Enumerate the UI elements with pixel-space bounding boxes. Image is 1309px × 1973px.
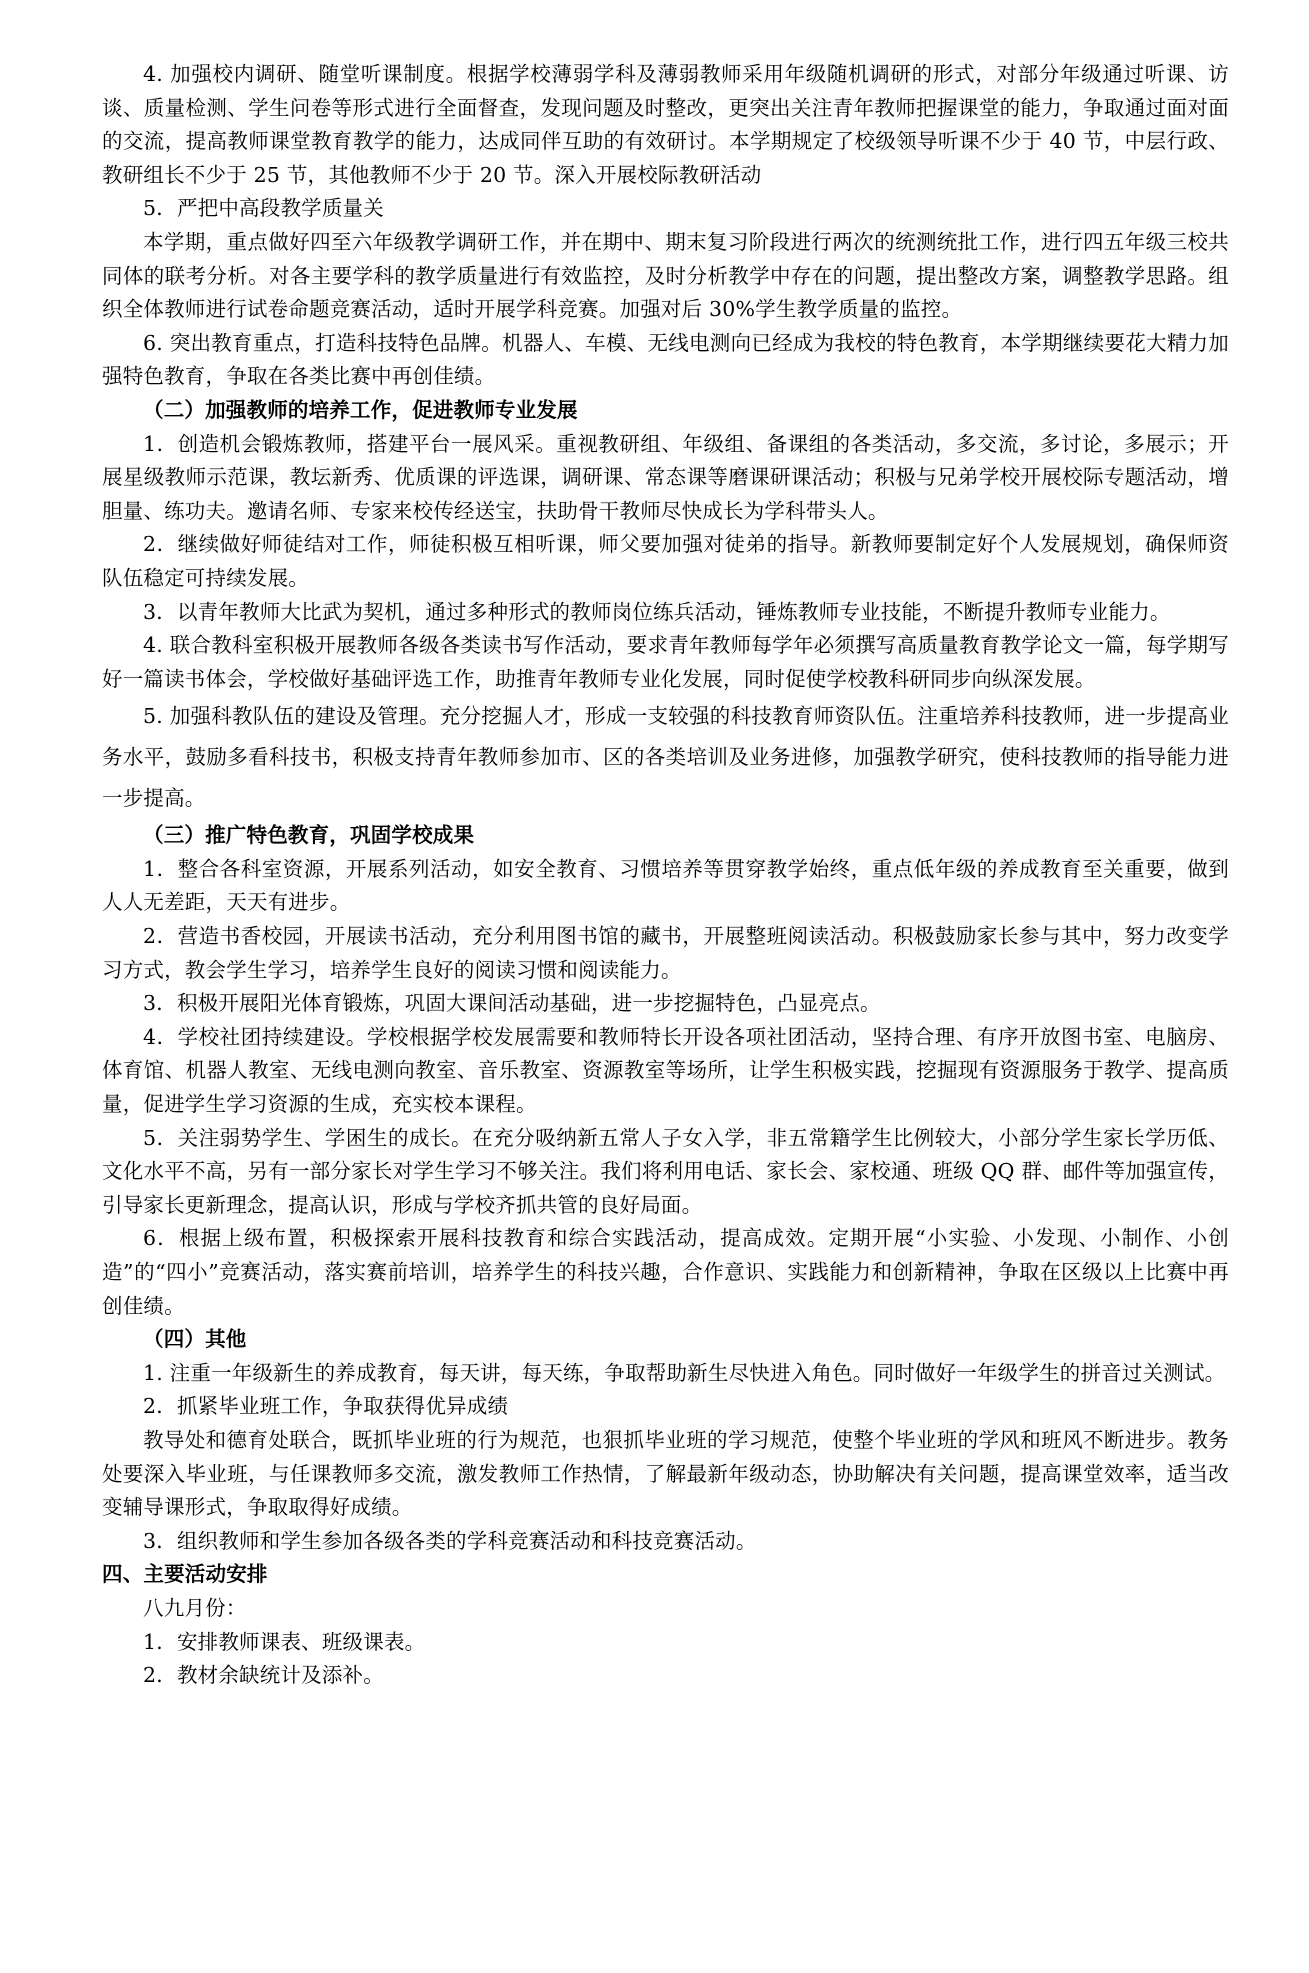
paragraph-training-4: 4. 联合教科室积极开展教师各级各类读书写作活动，要求青年教师每学年必须撰写高质量教育教学论文一篇，每学期写好一篇读书体会，学校做好基础评选工作，助推青年教师专业化发展，同时促使学校教科研同步向纵深发展。 xyxy=(102,633,1229,691)
paragraph-item-6-tech-brand: 6. 突出教育重点，打造科技特色品牌。机器人、车模、无线电测向已经成为我校的特色教育，本学期继续要花大精力加强特色教育，争取在各类比赛中再创佳绩。 xyxy=(102,330,1229,389)
paragraph-other-1: 1. 注重一年级新生的养成教育，每天讲，每天练，争取帮助新生尽快进入角色。同时做好一年级学生的拼音过关测试。 xyxy=(143,1360,1226,1385)
paragraph-special-6: 6．根据上级布置，积极探索开展科技教育和综合实践活动，提高成效。定期开展“小实验、小发现、小制作、小创造”的“四小”竞赛活动，落实赛前培训，培养学生的科技兴趣，合作意识、实践能力和创新精神，争取在区级以上比赛中再创佳绩。 xyxy=(102,1226,1229,1318)
paragraph-item-4-research: 4. 加强校内调研、随堂听课制度。根据学校薄弱学科及薄弱教师采用年级随机调研的形式，对部分年级通过听课、访谈、质量检测、学生问卷等形式进行全面督查，发现问题及时整改，更突出关注青年教师把握课堂的能力，争取通过面对面的交流，提高教师课堂教育教学的能力，达成同伴互助的有效研讨。本学期规定了校级领导听课不少于 40 节，中层行政、教研组长不少于 25 节，其他教师不少于 20 节。深入开展校际教研活动 xyxy=(102,62,1229,187)
paragraph-special-4: 4．学校社团持续建设。学校根据学校发展需要和教师特长开设各项社团活动，坚持合理、有序开放图书室、电脑房、体育馆、机器人教室、无线电测向教室、音乐教室、资源教室等场所，让学生积极实践，挖掘现有资源服务于教学、提高质量，促进学生学习资源的生成，充实校本课程。 xyxy=(102,1024,1229,1117)
paragraph-special-2: 2．营造书香校园，开展读书活动，充分利用图书馆的藏书，开展整班阅读活动。积极鼓励家长参与其中，努力改变学习方式，教会学生学习，培养学生良好的阅读习惯和阅读能力。 xyxy=(102,924,1229,982)
paragraph-other-2-heading: 2．抓紧毕业班工作，争取获得优异成绩 xyxy=(143,1394,509,1419)
chapter-heading-activities: 四、主要活动安排 xyxy=(102,1562,268,1587)
paragraph-training-3: 3．以青年教师大比武为契机，通过多种形式的教师岗位练兵活动，锤炼教师专业技能，不断提升教师专业能力。 xyxy=(143,599,1171,624)
paragraph-training-5: 5. 加强科教队伍的建设及管理。充分挖掘人才，形成一支较强的科技教育师资队伍。注重培养科技教师，进一步提高业务水平，鼓励多看科技书，积极支持青年教师参加市、区的各类培训及业务进修，加强教学研究，使科技教师的指导能力进一步提高。 xyxy=(102,704,1229,811)
paragraph-training-2: 2．继续做好师徒结对工作，师徒积极互相听课，师父要加强对徒弟的指导。新教师要制定好个人发展规划，确保师资队伍稳定可持续发展。 xyxy=(102,532,1229,590)
paragraph-special-3: 3．积极开展阳光体育锻炼，巩固大课间活动基础，进一步挖掘特色，凸显亮点。 xyxy=(143,991,881,1016)
paragraph-quality-body: 本学期，重点做好四至六年级教学调研工作，并在期中、期末复习阶段进行两次的统测统批工作，进行四五年级三校共同体的联考分析。对各主要学科的教学质量进行有效监控，及时分析教学中存在的问题，提出整改方案，调整教学思路。组织全体教师进行试卷命题竞赛活动，适时开展学科竞赛。加强对后 30%学生教学质量的监控。 xyxy=(102,229,1229,322)
paragraph-other-3: 3．组织教师和学生参加各级各类的学科竞赛活动和科技竞赛活动。 xyxy=(143,1528,757,1553)
section-heading-special-education: （三）推广特色教育，巩固学校成果 xyxy=(143,823,475,848)
paragraph-other-2-body: 教导处和德育处联合，既抓毕业班的行为规范，也狠抓毕业班的学习规范，使整个毕业班的学风和班风不断进步。教务处要深入毕业班，与任课教师多交流，激发教师工作热情，了解最新年级动态，协助解决有关问题，提高课堂效率，适当改变辅导课形式，争取取得好成绩。 xyxy=(102,1427,1229,1520)
paragraph-special-1: 1．整合各科室资源，开展系列活动，如安全教育、习惯培养等贯穿教学始终，重点低年级的养成教育至关重要，做到人人无差距，天天有进步。 xyxy=(102,856,1229,915)
paragraph-activity-2: 2．教材余缺统计及添补。 xyxy=(143,1663,384,1688)
paragraph-training-1: 1．创造机会锻炼教师，搭建平台一展风采。重视教研组、年级组、备课组的各类活动，多交流，多讨论，多展示；开展星级教师示范课，教坛新秀、优质课的评选课，调研课、常态课等磨课研课活动；积极与兄弟学校开展校际专题活动，增胆量、练功夫。邀请名师、专家来校传经送宝，扶助骨干教师尽快成长为学科带头人。 xyxy=(102,431,1229,523)
paragraph-item-5-quality-heading: 5．严把中高段教学质量关 xyxy=(143,196,384,221)
section-heading-teacher-training: （二）加强教师的培养工作，促进教师专业发展 xyxy=(143,397,578,422)
paragraph-month-label: 八九月份： xyxy=(143,1595,247,1620)
section-heading-other: （四）其他 xyxy=(143,1327,247,1352)
paragraph-special-5: 5．关注弱势学生、学困生的成长。在充分吸纳新五常人子女入学，非五常籍学生比例较大，小部分学生家长学历低、文化水平不高，另有一部分家长对学生学习不够关注。我们将利用电话、家长会、家校通、班级 QQ 群、邮件等加强宣传，引导家长更新理念，提高认识，形成与学校齐抓共管的良好局面。 xyxy=(102,1125,1229,1217)
paragraph-activity-1: 1．安排教师课表、班级课表。 xyxy=(143,1629,426,1654)
